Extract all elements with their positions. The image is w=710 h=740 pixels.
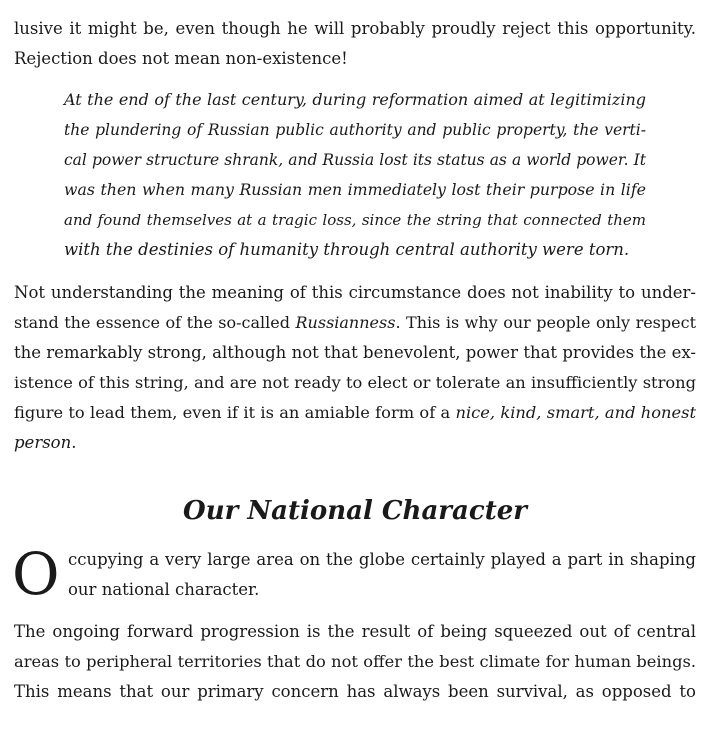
text-line: ccupying a very large area on the globe certainly played a part in shaping xyxy=(68,550,696,569)
text-segment: . xyxy=(71,433,77,452)
quote-line: with the destinies of humanity through central authority were torn. xyxy=(64,240,630,259)
text-line: our national character. xyxy=(68,580,260,599)
section-first-paragraph xyxy=(68,545,696,605)
text-segment: figure to lead them, even if it is an amiable form of a xyxy=(14,403,456,422)
text-line: istence of this string, and are not ready to elect or tolerate an insufficiently strong xyxy=(14,373,696,392)
text-line xyxy=(14,308,696,338)
text-line: This means that our primary concern has always been survival, as opposed to xyxy=(14,682,696,701)
emphasis-nice-kind: nice, kind, smart, and honest xyxy=(455,403,696,422)
intro-paragraph xyxy=(14,14,696,74)
text-line: The ongoing forward progression is the result of being squeezed out of central xyxy=(14,622,696,641)
text-line: the remarkably strong, although not that benevolent, power that provides the ex- xyxy=(14,343,696,362)
emphasis-russianness: Russianness xyxy=(295,313,396,332)
text-segment: stand the essence of the so-called xyxy=(14,313,296,332)
text-line: lusive it might be, even though he will probably proudly reject this opportunity. xyxy=(14,19,696,38)
emphasis-person: person xyxy=(14,433,72,452)
drop-cap: O xyxy=(12,540,60,608)
text-line: Not understanding the meaning of this circumstance does not inability to under- xyxy=(14,283,696,302)
text-line xyxy=(14,428,696,458)
second-paragraph xyxy=(14,278,696,458)
text-line: areas to peripheral territories that do not offer the best climate for human beings. xyxy=(14,652,696,671)
text-segment: . This is why our people only respect xyxy=(395,313,696,332)
section-heading: Our National Character xyxy=(183,496,527,526)
quote-line: At the end of the last century, during reformation aimed at legitimizing xyxy=(64,90,646,109)
quote-line: cal power structure shrank, and Russia lost its status as a world power. It xyxy=(64,151,646,169)
block-quote xyxy=(64,85,646,265)
quote-line: the plundering of Russian public authority and public property, the verti- xyxy=(64,121,646,139)
text-line xyxy=(14,398,696,428)
quote-line: and found themselves at a tragic loss, since the string that connected them xyxy=(64,211,646,229)
closing-paragraph xyxy=(14,617,696,707)
quote-line: was then when many Russian men immediately lost their purpose in life xyxy=(64,180,646,199)
text-line: Rejection does not mean non-existence! xyxy=(14,49,348,68)
